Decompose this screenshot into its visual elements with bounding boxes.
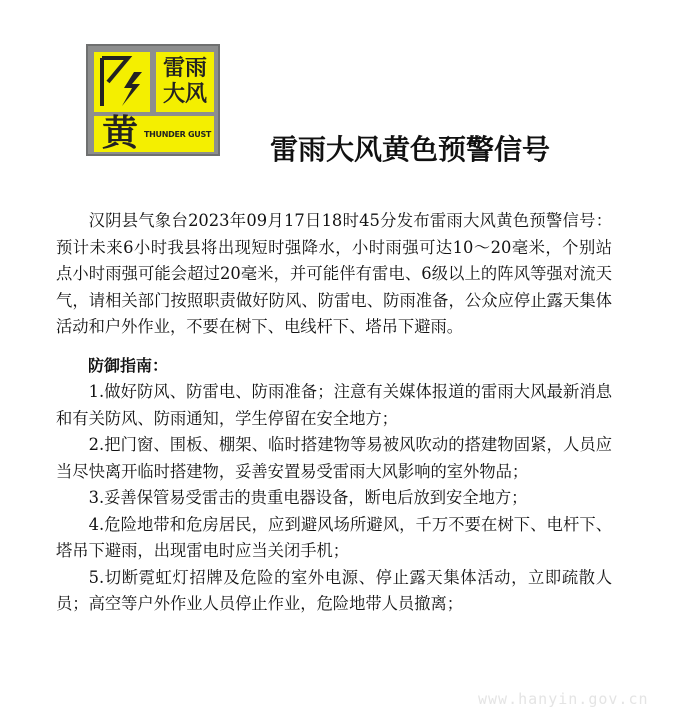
guide-item: 2.把门窗、围板、棚架、临时搭建物等易被风吹动的搭建物固紧，人员应当尽快离开临时搭建物，妥善安置易受雷雨大风影响的室外物品； <box>56 435 612 481</box>
notice-body: 汉阴县气象台2023年09月17日18时45分发布雷雨大风黄色预警信号：预计未来6小时我县将出现短时强降水，小时雨强可达10～20毫米，个别站点小时雨强可能会超过20毫米，并可能伴有雷电、6级以上的阵风等强对流天气，请相关部门按照职责做好防风、防雷电、防雨准备，公众应停止露天集体活动和户外作业，不要在树下、电线杆下、塔吊下避雨。 <box>56 211 612 336</box>
watermark: www.hanyin.gov.cn <box>478 690 649 708</box>
notice-content <box>56 208 612 618</box>
warning-signal-logo <box>86 44 220 156</box>
page-title: 雷雨大风黄色预警信号 <box>270 133 551 166</box>
guide-item: 1.做好防风、防雷电、防雨准备；注意有关媒体报道的雷雨大风最新消息和有关防风、防雨通知，学生停留在安全地方； <box>56 382 612 428</box>
signal-level-box <box>94 113 214 154</box>
signal-level: 黄 <box>102 113 139 154</box>
signal-chars-bottom: 大风 <box>162 82 207 107</box>
signal-english: THUNDER GUST <box>144 130 212 139</box>
guide-heading: 防御指南： <box>88 355 169 375</box>
signal-type-label <box>156 52 214 112</box>
signal-chars-top: 雷雨 <box>162 56 207 81</box>
lightning-icon <box>94 52 150 112</box>
guide-item: 5.切断霓虹灯招牌及危险的室外电源、停止露天集体活动，立即疏散人员；高空等户外作业人员停止作业，危险地带人员撤离； <box>56 567 612 613</box>
guide-item: 4.危险地带和危房居民，应到避风场所避风，千万不要在树下、电杆下、塔吊下避雨，出现雷电时应当关闭手机； <box>56 514 612 560</box>
guide-item: 3.妥善保管易受雷击的贵重电器设备，断电后放到安全地方； <box>88 488 528 507</box>
